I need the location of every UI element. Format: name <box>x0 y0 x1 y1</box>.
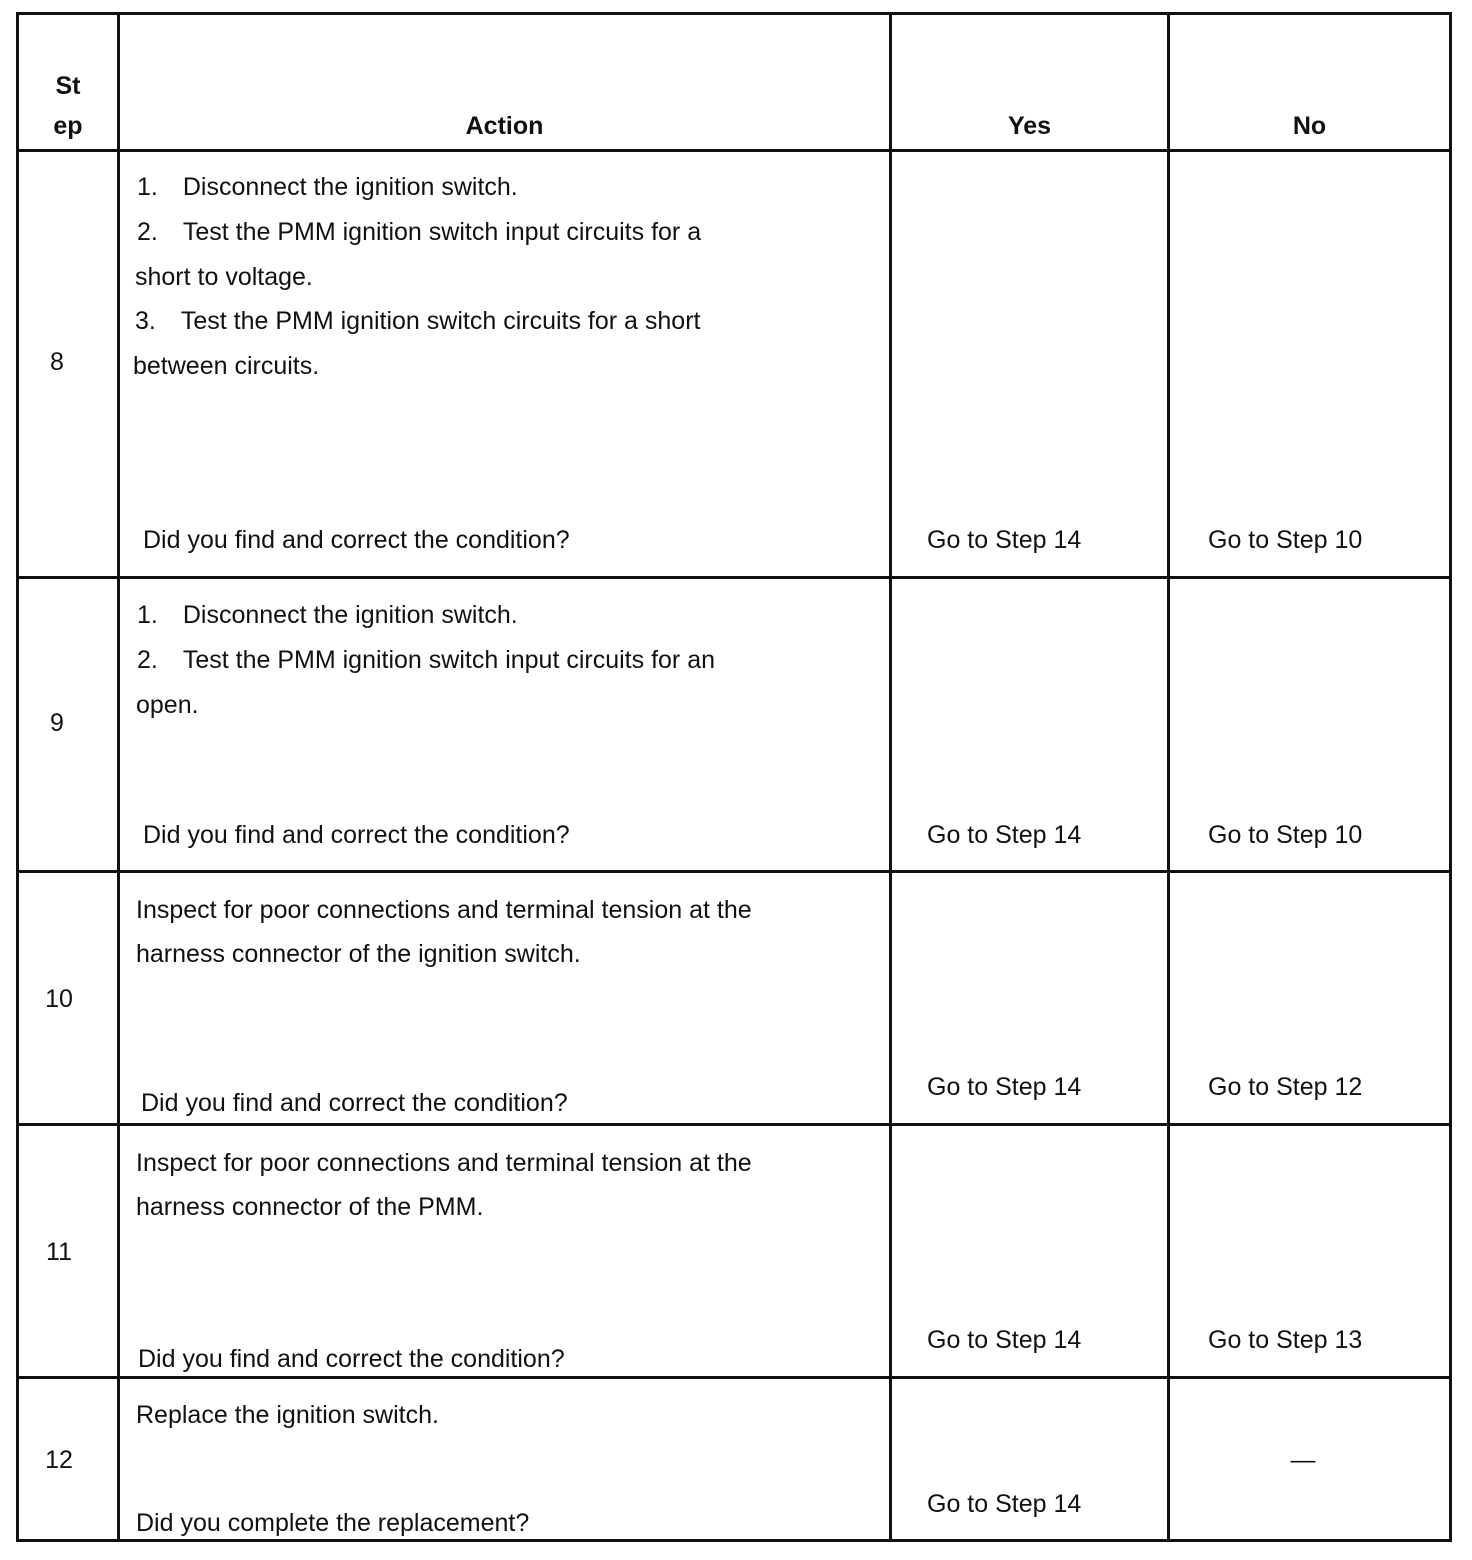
header-no: No <box>1292 112 1327 140</box>
action-line: 2. Test the PMM ignition switch input circuits for a <box>137 218 702 246</box>
no-result: Go to Step 13 <box>1208 1326 1363 1354</box>
row-divider-8 <box>16 576 1452 579</box>
yes-result: Go to Step 14 <box>927 1326 1082 1354</box>
action-question: Did you complete the replacement? <box>136 1509 530 1537</box>
row-divider-9 <box>16 870 1452 873</box>
header-action: Action <box>465 112 544 140</box>
action-line: Inspect for poor connections and terminal tension at the <box>136 1149 752 1177</box>
step-number: 11 <box>46 1238 72 1266</box>
action-question: Did you find and correct the condition? <box>141 1089 568 1117</box>
action-line: 2. Test the PMM ignition switch input circuits for an <box>137 646 716 674</box>
yes-result: Go to Step 14 <box>927 526 1082 554</box>
column-divider-step-action <box>117 12 120 1542</box>
no-result: — <box>1290 1446 1316 1474</box>
yes-result: Go to Step 14 <box>927 1490 1082 1518</box>
header-step-line1: St <box>55 72 81 100</box>
step-number: 8 <box>50 348 64 376</box>
action-line: short to voltage. <box>135 263 313 291</box>
column-divider-yes-no <box>1167 12 1170 1542</box>
action-question: Did you find and correct the condition? <box>143 526 570 554</box>
step-number: 10 <box>45 985 73 1013</box>
action-line: open. <box>136 691 199 719</box>
no-result: Go to Step 12 <box>1208 1073 1363 1101</box>
yes-result: Go to Step 14 <box>927 1073 1082 1101</box>
action-line: 1. Disconnect the ignition switch. <box>137 601 518 629</box>
action-line: between circuits. <box>133 352 320 380</box>
table-border-left <box>16 12 19 1542</box>
action-line: 1. Disconnect the ignition switch. <box>137 173 518 201</box>
header-yes: Yes <box>1007 112 1052 140</box>
action-line: harness connector of the PMM. <box>136 1193 484 1221</box>
action-question: Did you find and correct the condition? <box>138 1345 565 1373</box>
no-result: Go to Step 10 <box>1208 821 1363 849</box>
no-result: Go to Step 10 <box>1208 526 1363 554</box>
step-number: 9 <box>50 709 64 737</box>
row-divider-header <box>16 149 1452 152</box>
yes-result: Go to Step 14 <box>927 821 1082 849</box>
action-line: Inspect for poor connections and terminal tension at the <box>136 896 752 924</box>
table-border-right <box>1449 12 1452 1542</box>
action-line: 3. Test the PMM ignition switch circuits for a short <box>135 307 701 335</box>
header-step-line2: ep <box>53 112 83 140</box>
column-divider-action-yes <box>889 12 892 1542</box>
action-question: Did you find and correct the condition? <box>143 821 570 849</box>
step-number: 12 <box>45 1446 73 1474</box>
action-line: harness connector of the ignition switch. <box>136 940 581 968</box>
table-border-top <box>16 12 1452 15</box>
action-line: Replace the ignition switch. <box>136 1401 439 1429</box>
